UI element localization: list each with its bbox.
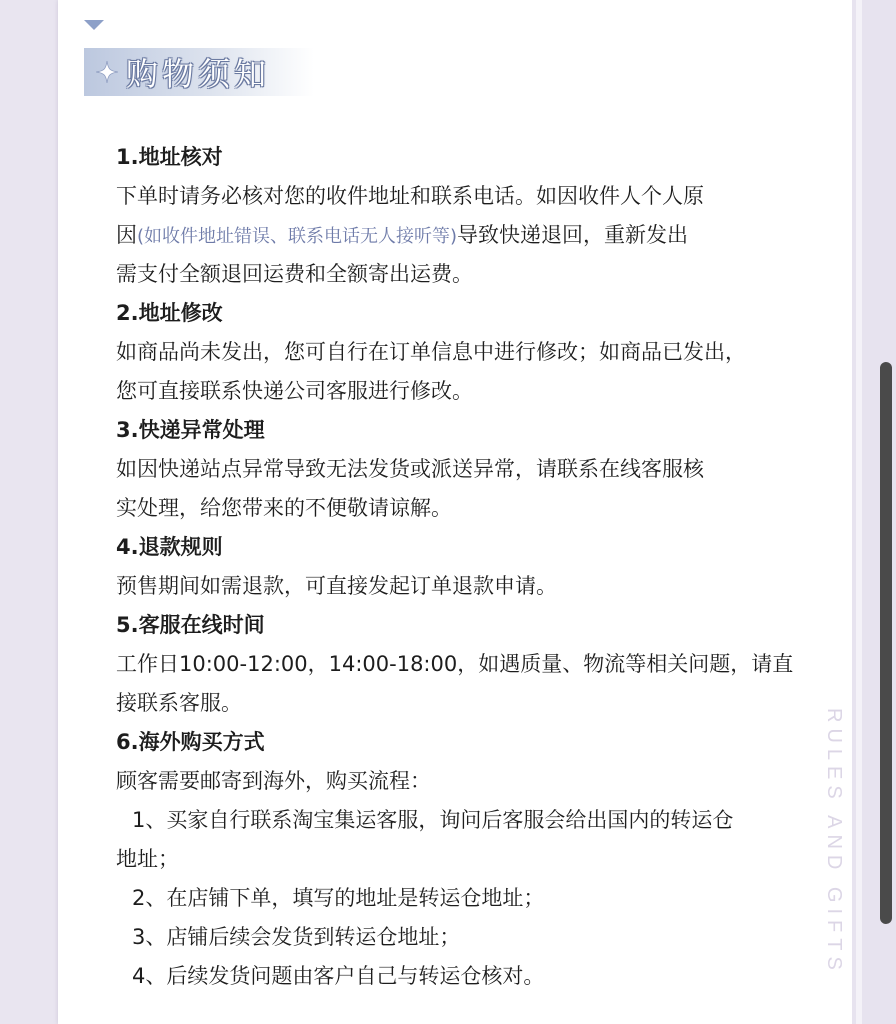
rule-text-line: 如因快递站点异常导致无法发货或派送异常，请联系在线客服核: [116, 457, 704, 481]
rule-text-line: 下单时请务必核对您的收件地址和联系电话。如因收件人个人原: [116, 184, 704, 208]
rule-text-line: 工作日10:00-12:00，14:00-18:00，如遇质量、物流等相关问题，请直: [116, 652, 794, 676]
purchase-step: 4、后续发货问题由客户自己与转运仓核对。: [132, 964, 545, 988]
chevron-down-icon[interactable]: [84, 20, 104, 30]
rule-text-line: 地址；: [116, 847, 179, 871]
rule-heading: 1.地址核对: [116, 145, 223, 169]
notice-content: [116, 138, 806, 996]
rule-text-line: 实处理，给您带来的不便敬请谅解。: [116, 496, 452, 520]
rule-text-line: [116, 216, 806, 255]
rule-text-line: 接联系客服。: [116, 691, 242, 715]
scrollbar[interactable]: [880, 362, 892, 924]
rule-text-segment: 导致快递退回，重新发出: [457, 223, 689, 247]
rule-heading: 6.海外购买方式: [116, 730, 265, 754]
sparkle-icon: [96, 61, 118, 83]
section-title: 购物须知: [126, 55, 271, 93]
rule-heading: 3.快递异常处理: [116, 418, 265, 442]
rule-heading: 5.客服在线时间: [116, 613, 265, 637]
rule-text-segment: 因: [116, 223, 137, 247]
purchase-step: 1、买家自行联系淘宝集运客服，询问后客服会给出国内的转运仓: [132, 808, 734, 832]
rule-heading: 4.退款规则: [116, 535, 223, 559]
rule-text-line: 顾客需要邮寄到海外，购买流程：: [116, 769, 431, 793]
purchase-step: 3、店铺后续会发货到转运仓地址；: [132, 925, 461, 949]
highlighted-example: (如收件地址错误、联系电话无人接听等): [137, 226, 458, 247]
section-header: [84, 48, 314, 96]
rule-text-line: 预售期间如需退款，可直接发起订单退款申请。: [116, 574, 557, 598]
rule-text-line: 您可直接联系快递公司客服进行修改。: [116, 379, 473, 403]
rule-heading: 2.地址修改: [116, 301, 223, 325]
rule-text-line: 如商品尚未发出，您可自行在订单信息中进行修改；如商品已发出，: [116, 340, 746, 364]
purchase-step: 2、在店铺下单，填写的地址是转运仓地址；: [132, 886, 545, 910]
rule-text-line: 需支付全额退回运费和全额寄出运费。: [116, 262, 473, 286]
watermark-text: RULES AND GIFTS: [823, 708, 845, 976]
